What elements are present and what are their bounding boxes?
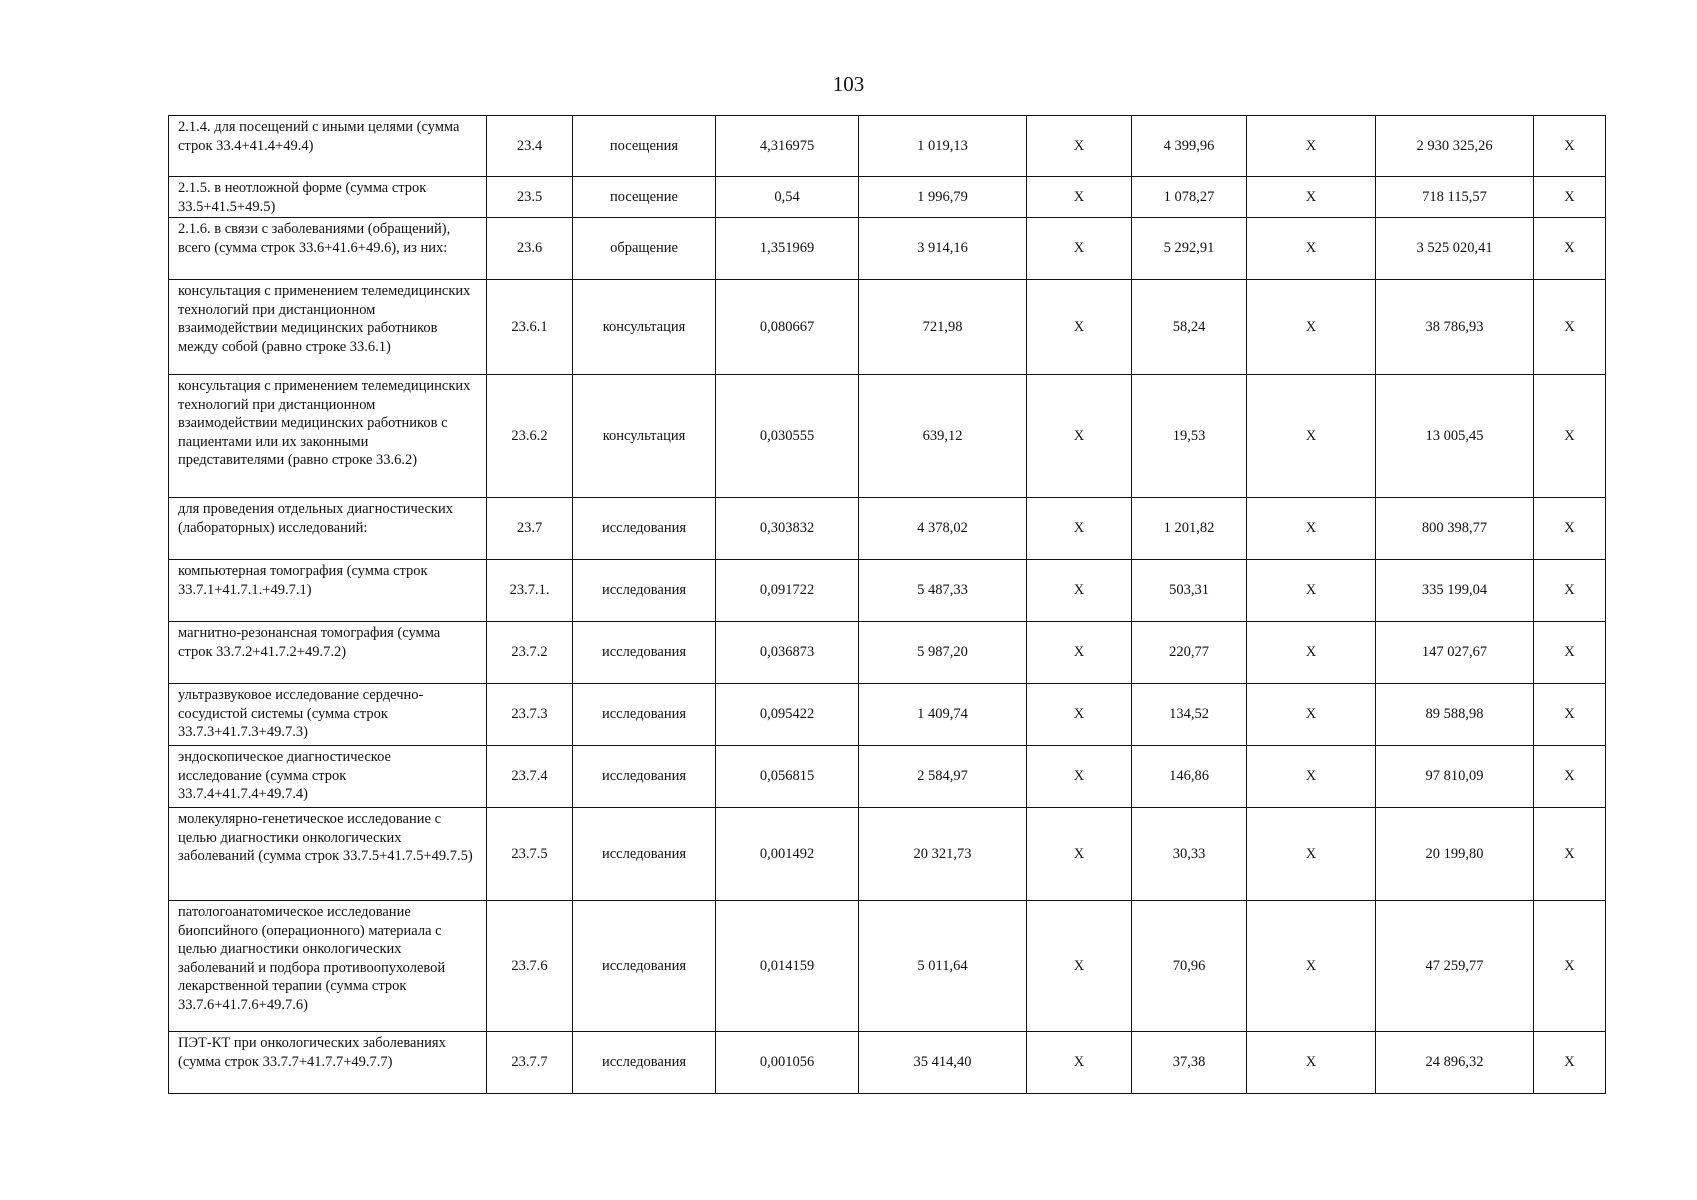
row-cost-value: 20 321,73 (859, 808, 1027, 901)
row-norm-value: 0,056815 (716, 746, 859, 808)
row-code: 23.7.3 (487, 684, 573, 746)
table-body (169, 116, 1606, 1094)
row-col10-mark: X (1534, 1032, 1606, 1094)
row-cost-value: 5 011,64 (859, 901, 1027, 1032)
row-col9-value: 24 896,32 (1376, 1032, 1534, 1094)
row-code: 23.7.6 (487, 901, 573, 1032)
row-description: эндоскопическое диагностическое исследование (сумма строк 33.7.4+41.7.4+49.7.4) (169, 746, 487, 808)
row-col6-mark: X (1027, 177, 1132, 218)
row-col7-value: 4 399,96 (1132, 116, 1247, 177)
row-cost-value: 4 378,02 (859, 498, 1027, 560)
row-col6-mark: X (1027, 280, 1132, 375)
row-col7-value: 503,31 (1132, 560, 1247, 622)
row-unit: исследования (573, 901, 716, 1032)
row-unit: исследования (573, 684, 716, 746)
row-code: 23.7.2 (487, 622, 573, 684)
row-col10-mark: X (1534, 498, 1606, 560)
row-code: 23.7.7 (487, 1032, 573, 1094)
row-col8-mark: X (1247, 177, 1376, 218)
row-cost-value: 1 409,74 (859, 684, 1027, 746)
row-col9-value: 3 525 020,41 (1376, 218, 1534, 280)
row-norm-value: 0,303832 (716, 498, 859, 560)
row-col8-mark: X (1247, 622, 1376, 684)
row-col7-value: 5 292,91 (1132, 218, 1247, 280)
table-row (169, 280, 1606, 375)
row-col9-value: 89 588,98 (1376, 684, 1534, 746)
row-unit: консультация (573, 280, 716, 375)
row-col7-value: 58,24 (1132, 280, 1247, 375)
table-row (169, 746, 1606, 808)
page-number: 103 (832, 72, 865, 96)
row-description: консультация с применением телемедицинских технологий при дистанционном взаимодействии медицинских работников с пациентами или их законными представителями (равно строке 33.6.2) (169, 375, 487, 498)
row-unit: посещение (573, 177, 716, 218)
row-col9-value: 335 199,04 (1376, 560, 1534, 622)
row-unit: исследования (573, 498, 716, 560)
row-description: молекулярно-генетическое исследование с целью диагностики онкологических заболеваний (сумма строк 33.7.5+41.7.5+49.7.5) (169, 808, 487, 901)
row-norm-value: 4,316975 (716, 116, 859, 177)
row-col6-mark: X (1027, 901, 1132, 1032)
row-col8-mark: X (1247, 901, 1376, 1032)
row-col8-mark: X (1247, 1032, 1376, 1094)
row-description: патологоанатомическое исследование биопсийного (операционного) материала с целью диагностики онкологических заболеваний и подбора противоопухолевой лекарственной терапии (сумма строк 33.7.6+41.7.6+49.7.6) (169, 901, 487, 1032)
row-col10-mark: X (1534, 560, 1606, 622)
table-row (169, 1032, 1606, 1094)
row-norm-value: 0,001056 (716, 1032, 859, 1094)
row-unit: исследования (573, 560, 716, 622)
row-col7-value: 19,53 (1132, 375, 1247, 498)
row-code: 23.6.1 (487, 280, 573, 375)
row-col6-mark: X (1027, 498, 1132, 560)
table-row (169, 218, 1606, 280)
row-description: консультация с применением телемедицинских технологий при дистанционном взаимодействии медицинских работников между собой (равно строке 33.6.1) (169, 280, 487, 375)
row-cost-value: 2 584,97 (859, 746, 1027, 808)
table-row (169, 177, 1606, 218)
row-norm-value: 0,001492 (716, 808, 859, 901)
row-code: 23.7.1. (487, 560, 573, 622)
row-col8-mark: X (1247, 498, 1376, 560)
row-unit: консультация (573, 375, 716, 498)
row-unit: исследования (573, 808, 716, 901)
row-code: 23.7.4 (487, 746, 573, 808)
row-norm-value: 0,091722 (716, 560, 859, 622)
row-col7-value: 146,86 (1132, 746, 1247, 808)
row-col7-value: 220,77 (1132, 622, 1247, 684)
row-norm-value: 1,351969 (716, 218, 859, 280)
table-row (169, 375, 1606, 498)
row-col8-mark: X (1247, 218, 1376, 280)
row-col10-mark: X (1534, 622, 1606, 684)
row-description: магнитно-резонансная томография (сумма строк 33.7.2+41.7.2+49.7.2) (169, 622, 487, 684)
row-cost-value: 5 487,33 (859, 560, 1027, 622)
row-col6-mark: X (1027, 808, 1132, 901)
row-col9-value: 38 786,93 (1376, 280, 1534, 375)
data-table (168, 115, 1606, 1094)
row-unit: исследования (573, 1032, 716, 1094)
row-col6-mark: X (1027, 560, 1132, 622)
row-unit: посещения (573, 116, 716, 177)
row-description: 2.1.5. в неотложной форме (сумма строк 33.5+41.5+49.5) (169, 177, 487, 218)
table-row (169, 684, 1606, 746)
row-col10-mark: X (1534, 375, 1606, 498)
row-code: 23.5 (487, 177, 573, 218)
row-col6-mark: X (1027, 622, 1132, 684)
row-description: 2.1.6. в связи с заболеваниями (обращений), всего (сумма строк 33.6+41.6+49.6), из них: (169, 218, 487, 280)
row-col10-mark: X (1534, 746, 1606, 808)
row-col8-mark: X (1247, 375, 1376, 498)
row-col8-mark: X (1247, 684, 1376, 746)
table-row (169, 901, 1606, 1032)
row-col10-mark: X (1534, 901, 1606, 1032)
row-code: 23.7 (487, 498, 573, 560)
row-col6-mark: X (1027, 1032, 1132, 1094)
row-col7-value: 1 078,27 (1132, 177, 1247, 218)
row-col8-mark: X (1247, 280, 1376, 375)
row-col9-value: 2 930 325,26 (1376, 116, 1534, 177)
row-col7-value: 30,33 (1132, 808, 1247, 901)
row-col6-mark: X (1027, 116, 1132, 177)
table-row (169, 498, 1606, 560)
row-col9-value: 13 005,45 (1376, 375, 1534, 498)
table-row (169, 808, 1606, 901)
row-col7-value: 37,38 (1132, 1032, 1247, 1094)
row-col9-value: 97 810,09 (1376, 746, 1534, 808)
row-col6-mark: X (1027, 375, 1132, 498)
row-cost-value: 1 019,13 (859, 116, 1027, 177)
row-code: 23.6.2 (487, 375, 573, 498)
row-code: 23.4 (487, 116, 573, 177)
row-col9-value: 47 259,77 (1376, 901, 1534, 1032)
row-col10-mark: X (1534, 808, 1606, 901)
row-col7-value: 134,52 (1132, 684, 1247, 746)
row-cost-value: 5 987,20 (859, 622, 1027, 684)
row-col7-value: 70,96 (1132, 901, 1247, 1032)
row-norm-value: 0,014159 (716, 901, 859, 1032)
row-norm-value: 0,095422 (716, 684, 859, 746)
row-col9-value: 20 199,80 (1376, 808, 1534, 901)
row-norm-value: 0,54 (716, 177, 859, 218)
row-cost-value: 639,12 (859, 375, 1027, 498)
row-col9-value: 800 398,77 (1376, 498, 1534, 560)
row-col10-mark: X (1534, 177, 1606, 218)
row-col10-mark: X (1534, 116, 1606, 177)
row-col8-mark: X (1247, 808, 1376, 901)
row-col8-mark: X (1247, 560, 1376, 622)
row-cost-value: 35 414,40 (859, 1032, 1027, 1094)
row-norm-value: 0,036873 (716, 622, 859, 684)
row-col10-mark: X (1534, 280, 1606, 375)
row-norm-value: 0,080667 (716, 280, 859, 375)
row-col7-value: 1 201,82 (1132, 498, 1247, 560)
row-cost-value: 721,98 (859, 280, 1027, 375)
table-row (169, 622, 1606, 684)
row-unit: исследования (573, 622, 716, 684)
table-row (169, 560, 1606, 622)
row-col8-mark: X (1247, 746, 1376, 808)
row-col9-value: 147 027,67 (1376, 622, 1534, 684)
row-unit: исследования (573, 746, 716, 808)
row-unit: обращение (573, 218, 716, 280)
row-col10-mark: X (1534, 684, 1606, 746)
row-code: 23.6 (487, 218, 573, 280)
row-col10-mark: X (1534, 218, 1606, 280)
row-description: компьютерная томография (сумма строк 33.7.1+41.7.1.+49.7.1) (169, 560, 487, 622)
row-description: для проведения отдельных диагностических (лабораторных) исследований: (169, 498, 487, 560)
row-cost-value: 3 914,16 (859, 218, 1027, 280)
row-description: ультразвуковое исследование сердечно-сосудистой системы (сумма строк 33.7.3+41.7.3+49.7.3) (169, 684, 487, 746)
row-col9-value: 718 115,57 (1376, 177, 1534, 218)
row-norm-value: 0,030555 (716, 375, 859, 498)
row-description: 2.1.4. для посещений с иными целями (сумма строк 33.4+41.4+49.4) (169, 116, 487, 177)
table-row (169, 116, 1606, 177)
row-code: 23.7.5 (487, 808, 573, 901)
row-col6-mark: X (1027, 218, 1132, 280)
row-col8-mark: X (1247, 116, 1376, 177)
row-col6-mark: X (1027, 684, 1132, 746)
row-cost-value: 1 996,79 (859, 177, 1027, 218)
row-description: ПЭТ-КТ при онкологических заболеваниях (сумма строк 33.7.7+41.7.7+49.7.7) (169, 1032, 487, 1094)
row-col6-mark: X (1027, 746, 1132, 808)
